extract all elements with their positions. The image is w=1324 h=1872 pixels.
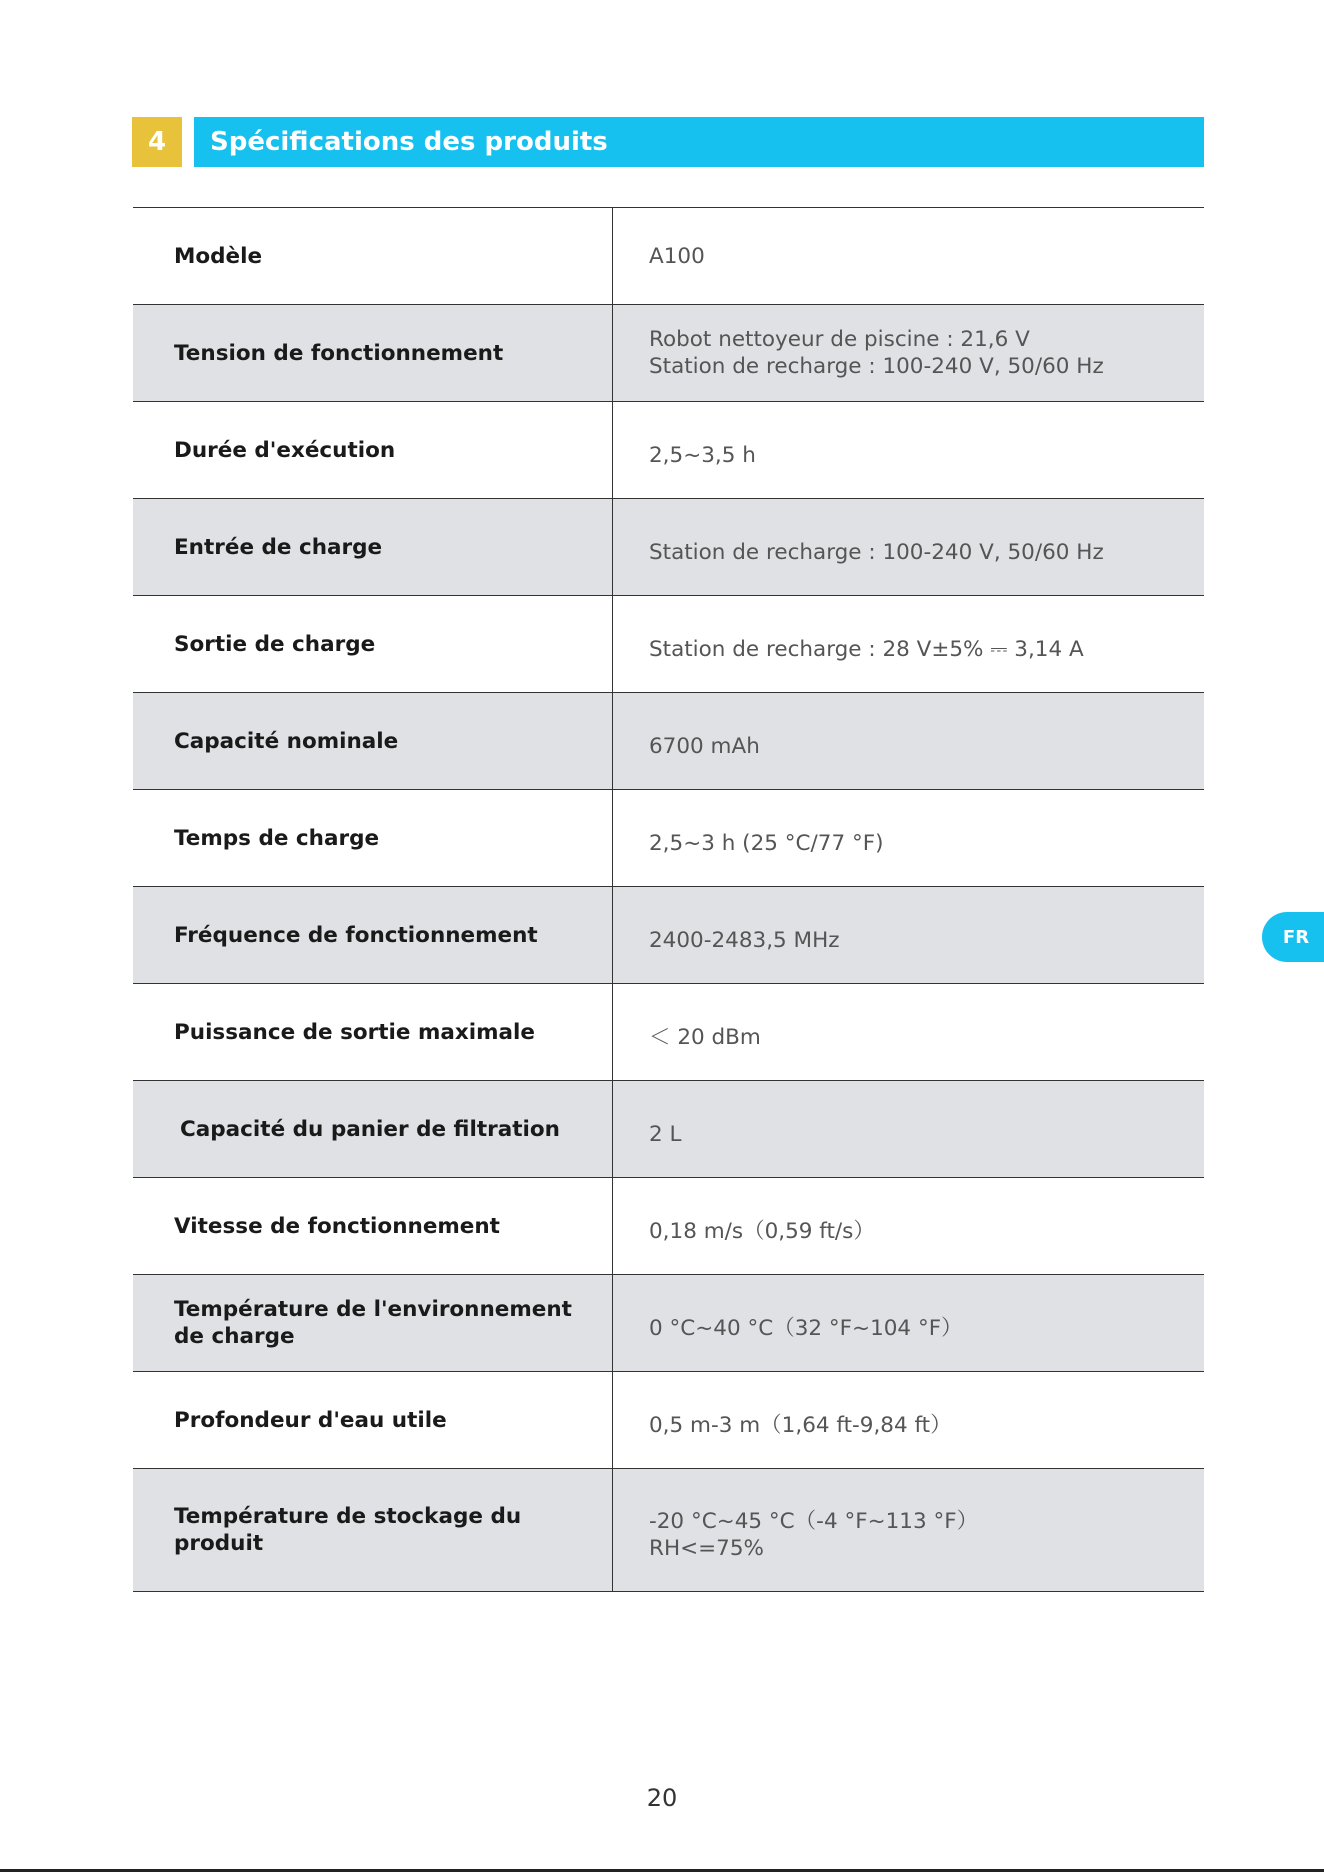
spec-label: Vitesse de fonctionnement [133, 1178, 613, 1274]
section-header [132, 117, 1204, 167]
spec-value-line: 0 °C~40 °C（32 °F~104 °F） [649, 1315, 963, 1341]
spec-label: Entrée de charge [133, 499, 613, 595]
section-title: Spécifications des produits [194, 117, 1204, 167]
spec-label: Température de l'environnement de charge [133, 1275, 613, 1371]
spec-row [133, 1081, 1204, 1178]
spec-row [133, 1275, 1204, 1372]
spec-value [613, 1275, 1204, 1371]
spec-value-line: Station de recharge : 100-240 V, 50/60 Hz [649, 354, 1104, 379]
spec-label: Capacité du panier de filtration [133, 1081, 613, 1177]
spec-row [133, 208, 1204, 305]
spec-row [133, 1372, 1204, 1469]
spec-row [133, 693, 1204, 790]
spec-value-line: Station de recharge : 100-240 V, 50/60 Hz [649, 539, 1104, 565]
spec-value-line: RH<=75% [649, 1536, 764, 1561]
spec-label: Modèle [133, 208, 613, 304]
spec-value [613, 596, 1204, 692]
spec-label: Temps de charge [133, 790, 613, 886]
spec-value-line: 2400-2483,5 MHz [649, 927, 840, 953]
spec-value-line: 0,5 m-3 m（1,64 ft-9,84 ft） [649, 1412, 952, 1438]
section-number-badge: 4 [132, 117, 182, 167]
spec-value [613, 402, 1204, 498]
spec-value [613, 499, 1204, 595]
language-tab[interactable]: FR [1262, 912, 1324, 962]
spec-value [613, 984, 1204, 1080]
spec-label: Température de stockage du produit [133, 1469, 613, 1591]
spec-value [613, 1469, 1204, 1591]
spec-row [133, 1178, 1204, 1275]
spec-label: Fréquence de fonctionnement [133, 887, 613, 983]
spec-row [133, 402, 1204, 499]
spec-value [613, 208, 1204, 304]
spec-value-line: A100 [649, 243, 705, 269]
spec-label: Sortie de charge [133, 596, 613, 692]
spec-value-line: 2,5~3 h (25 °C/77 °F) [649, 830, 884, 856]
spec-value [613, 1372, 1204, 1468]
spec-value [613, 1178, 1204, 1274]
spec-row [133, 984, 1204, 1081]
spec-value-line: -20 °C~45 °C（-4 °F~113 °F） [649, 1509, 979, 1534]
spec-value-line: 0,18 m/s（0,59 ft/s） [649, 1218, 875, 1244]
spec-value-line: 2 L [649, 1121, 682, 1147]
page-number: 20 [646, 1784, 678, 1812]
spec-value-line: Robot nettoyeur de piscine : 21,6 V [649, 327, 1030, 352]
spec-table [133, 207, 1204, 1592]
spec-row [133, 790, 1204, 887]
spec-row [133, 499, 1204, 596]
spec-value [613, 790, 1204, 886]
spec-row [133, 305, 1204, 402]
spec-label: Durée d'exécution [133, 402, 613, 498]
spec-row [133, 596, 1204, 693]
spec-value [613, 1081, 1204, 1177]
spec-label: Capacité nominale [133, 693, 613, 789]
spec-value [613, 693, 1204, 789]
spec-value-line: 2,5~3,5 h [649, 442, 756, 468]
spec-label: Profondeur d'eau utile [133, 1372, 613, 1468]
spec-row [133, 887, 1204, 984]
spec-row [133, 1469, 1204, 1592]
spec-label: Puissance de sortie maximale [133, 984, 613, 1080]
spec-value-line: Station de recharge : 28 V±5% ⎓ 3,14 A [649, 636, 1084, 662]
spec-value-line: ＜ 20 dBm [649, 1024, 761, 1050]
spec-value [613, 887, 1204, 983]
spec-value-line: 6700 mAh [649, 733, 760, 759]
spec-value [613, 305, 1204, 401]
spec-label: Tension de fonctionnement [133, 305, 613, 401]
